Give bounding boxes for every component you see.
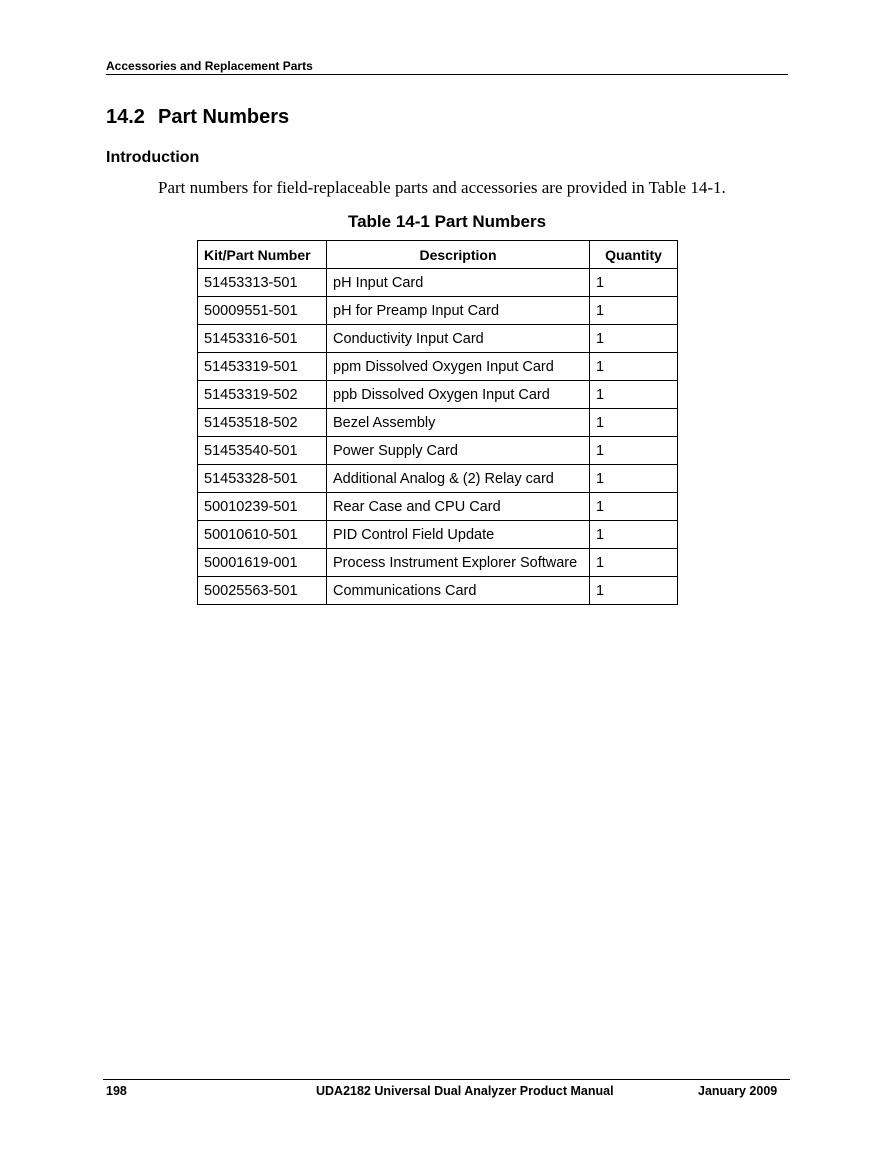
quantity-cell: 1: [590, 409, 678, 437]
quantity-cell: 1: [590, 353, 678, 381]
header-description: Description: [327, 241, 590, 269]
table-header-row: [198, 241, 678, 269]
description-cell: Bezel Assembly: [327, 409, 590, 437]
quantity-cell: 1: [590, 325, 678, 353]
running-header: Accessories and Replacement Parts: [106, 59, 788, 75]
quantity-cell: 1: [590, 269, 678, 297]
section-title-text: Part Numbers: [158, 106, 290, 128]
quantity-cell: 1: [590, 437, 678, 465]
quantity-cell: 1: [590, 577, 678, 605]
part-number-cell: 50010239-501: [198, 493, 327, 521]
part-number-cell: 51453319-501: [198, 353, 327, 381]
introduction-paragraph: Part numbers for field-replaceable parts and accessories are provided in Table 14-1.: [158, 178, 726, 197]
description-cell: PID Control Field Update: [327, 521, 590, 549]
part-number-cell: 51453518-502: [198, 409, 327, 437]
quantity-cell: 1: [590, 521, 678, 549]
quantity-cell: 1: [590, 549, 678, 577]
table-row: [198, 549, 678, 577]
description-cell: Power Supply Card: [327, 437, 590, 465]
description-cell: ppb Dissolved Oxygen Input Card: [327, 381, 590, 409]
part-numbers-table: [197, 240, 678, 605]
quantity-cell: 1: [590, 297, 678, 325]
header-quantity: Quantity: [590, 241, 678, 269]
table-row: [198, 493, 678, 521]
table-row: [198, 325, 678, 353]
description-cell: Additional Analog & (2) Relay card: [327, 465, 590, 493]
table-row: [198, 465, 678, 493]
table-row: [198, 269, 678, 297]
description-cell: pH Input Card: [327, 269, 590, 297]
table-row: [198, 409, 678, 437]
part-number-cell: 50010610-501: [198, 521, 327, 549]
section-title: [106, 106, 289, 129]
part-number-cell: 51453328-501: [198, 465, 327, 493]
footer-divider: [103, 1079, 790, 1080]
page-number: 198: [106, 1084, 127, 1098]
part-number-cell: 51453313-501: [198, 269, 327, 297]
table-row: [198, 353, 678, 381]
description-cell: Communications Card: [327, 577, 590, 605]
part-number-cell: 51453316-501: [198, 325, 327, 353]
table-row: [198, 521, 678, 549]
table-row: [198, 297, 678, 325]
section-number: 14.2: [106, 106, 145, 128]
table-caption: Table 14-1 Part Numbers: [347, 212, 547, 231]
part-number-cell: 50009551-501: [198, 297, 327, 325]
publication-date: January 2009: [698, 1084, 778, 1098]
part-number-cell: 50025563-501: [198, 577, 327, 605]
description-cell: pH for Preamp Input Card: [327, 297, 590, 325]
manual-title: UDA2182 Universal Dual Analyzer Product Manual: [316, 1084, 614, 1098]
description-cell: Process Instrument Explorer Software: [327, 549, 590, 577]
part-number-cell: 51453319-502: [198, 381, 327, 409]
table-row: [198, 577, 678, 605]
part-number-cell: 50001619-001: [198, 549, 327, 577]
header-kit-part-number: Kit/Part Number: [198, 241, 327, 269]
table-row: [198, 437, 678, 465]
quantity-cell: 1: [590, 493, 678, 521]
quantity-cell: 1: [590, 381, 678, 409]
description-cell: Rear Case and CPU Card: [327, 493, 590, 521]
quantity-cell: 1: [590, 465, 678, 493]
table-row: [198, 381, 678, 409]
part-number-cell: 51453540-501: [198, 437, 327, 465]
introduction-heading: Introduction: [106, 149, 200, 166]
description-cell: Conductivity Input Card: [327, 325, 590, 353]
description-cell: ppm Dissolved Oxygen Input Card: [327, 353, 590, 381]
